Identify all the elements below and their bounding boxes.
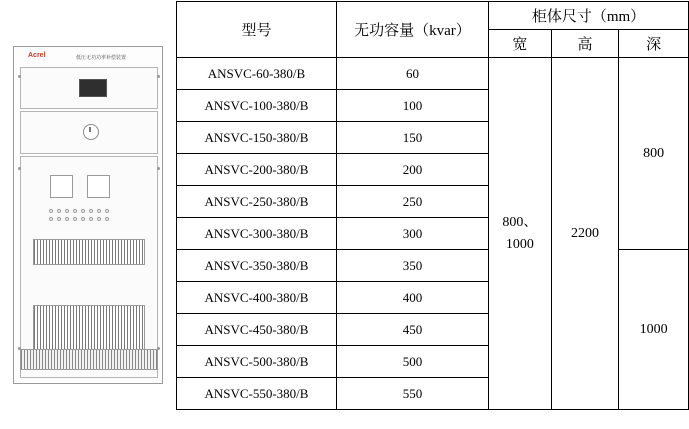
cell-model: ANSVC-350-380/B [177, 250, 337, 282]
indicator-lamp-icon [65, 209, 69, 213]
indicator-lamp-icon [57, 217, 61, 221]
meter-window-right-icon [87, 175, 110, 198]
cell-model: ANSVC-250-380/B [177, 186, 337, 218]
header-depth: 深 [619, 30, 689, 58]
cell-capacity: 60 [336, 58, 488, 90]
cell-model: ANSVC-150-380/B [177, 122, 337, 154]
cell-model: ANSVC-300-380/B [177, 218, 337, 250]
cell-capacity: 550 [336, 378, 488, 410]
cabinet-panel-main [20, 156, 158, 378]
hinge-dot [18, 75, 21, 78]
cell-model: ANSVC-100-380/B [177, 90, 337, 122]
cell-capacity: 150 [336, 122, 488, 154]
ventilation-grille-upper [33, 239, 145, 265]
indicator-lamp-icon [105, 217, 109, 221]
cabinet-panel-control [20, 111, 158, 154]
indicator-lamp-array [49, 209, 117, 223]
table-row [177, 58, 689, 90]
cell-capacity: 400 [336, 282, 488, 314]
indicator-lamp-icon [105, 209, 109, 213]
cell-capacity: 500 [336, 346, 488, 378]
indicator-lamp-icon [97, 209, 101, 213]
hinge-dot [157, 75, 160, 78]
cell-capacity: 100 [336, 90, 488, 122]
table-header-row-1 [177, 2, 689, 30]
cell-width-merged [489, 58, 552, 410]
cell-model: ANSVC-500-380/B [177, 346, 337, 378]
indicator-lamp-icon [89, 217, 93, 221]
width-value-line-2: 1000 [505, 236, 534, 252]
cell-capacity: 200 [336, 154, 488, 186]
indicator-lamp-icon [73, 217, 77, 221]
cell-model: ANSVC-400-380/B [177, 282, 337, 314]
meter-window-left-icon [50, 175, 73, 198]
indicator-lamp-icon [49, 209, 53, 213]
cell-capacity: 450 [336, 314, 488, 346]
cabinet-label: 低压无功功率补偿装置 [76, 56, 127, 61]
indicator-lamp-icon [49, 217, 53, 221]
display-screen-icon [79, 79, 107, 97]
header-cabinet-size: 柜体尺寸（mm） [489, 2, 689, 30]
brand-logo: Acrel [28, 52, 46, 59]
hinge-dot [18, 347, 21, 350]
cell-model: ANSVC-450-380/B [177, 314, 337, 346]
cell-model: ANSVC-200-380/B [177, 154, 337, 186]
indicator-lamp-icon [65, 217, 69, 221]
cabinet-header-strip [28, 51, 150, 65]
cell-depth-merged-top: 800 [619, 58, 689, 250]
header-model: 型号 [177, 2, 337, 58]
indicator-lamp-icon [57, 209, 61, 213]
header-capacity: 无功容量（kvar） [336, 2, 488, 58]
cabinet-illustration [13, 46, 163, 384]
indicator-lamp-icon [73, 209, 77, 213]
specification-table [176, 1, 689, 410]
cell-depth-merged-bottom: 1000 [619, 250, 689, 410]
cell-model: ANSVC-550-380/B [177, 378, 337, 410]
indicator-lamp-icon [97, 217, 101, 221]
cell-capacity: 250 [336, 186, 488, 218]
header-width: 宽 [489, 30, 552, 58]
cell-capacity: 350 [336, 250, 488, 282]
header-height: 高 [551, 30, 619, 58]
hinge-dot [157, 347, 160, 350]
cabinet-base-grille [20, 349, 158, 370]
cabinet-panel-display [20, 67, 158, 109]
hinge-dot [157, 167, 160, 170]
indicator-lamp-icon [89, 209, 93, 213]
rotary-knob-icon [83, 124, 99, 140]
hinge-dot [18, 167, 21, 170]
product-image-panel [0, 0, 176, 429]
width-value-line-1: 800、 [502, 214, 538, 230]
indicator-lamp-icon [81, 209, 85, 213]
cell-model: ANSVC-60-380/B [177, 58, 337, 90]
cell-capacity: 300 [336, 218, 488, 250]
ventilation-grille-lower [33, 305, 145, 350]
cell-height-merged: 2200 [551, 58, 619, 410]
indicator-lamp-icon [81, 217, 85, 221]
